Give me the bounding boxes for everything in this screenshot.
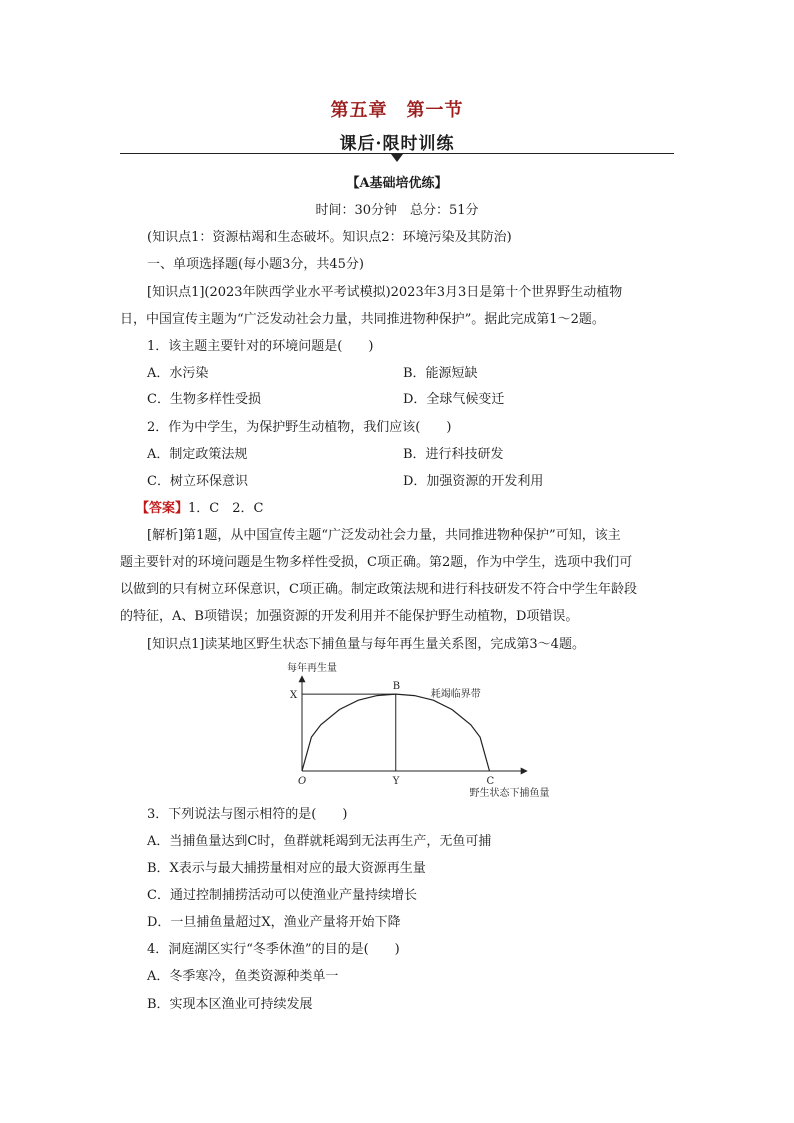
x-tick-y-label: Y	[392, 776, 400, 787]
header-triangle-icon	[391, 154, 403, 162]
q3-option-d: D．一旦捕鱼量超过X，渔业产量将开始下降	[147, 915, 401, 930]
q4-option-a: A．冬季寒冷，鱼类资源种类单一	[147, 969, 339, 984]
fishing-chart	[282, 656, 550, 799]
q1-stem: 1．该主题主要针对的环境问题是( )	[147, 339, 374, 354]
intro2-line1: [知识点1]读某地区野生状态下捕鱼量与每年再生量关系图，完成第3～4题。	[147, 637, 585, 652]
q1-option-c: C．生物多样性受损	[147, 392, 261, 407]
q4-stem: 4．洞庭湖区实行“冬季休渔”的目的是( )	[147, 942, 400, 957]
q1-option-b: B．能源短缺	[403, 366, 478, 381]
q3-stem: 3．下列说法与图示相符的是( )	[147, 807, 348, 822]
q3-option-a: A．当捕鱼量达到C时，鱼群就耗竭到无法再生产，无鱼可捕	[147, 834, 492, 849]
page-title: 第五章 第一节	[330, 100, 464, 121]
answer-label: 【答案】	[136, 501, 189, 516]
intro1-line2: 日，中国宣传主题为“广泛发动社会力量，共同推进物种保护”。据此完成第1～2题。	[120, 312, 605, 327]
q2-option-c: C．树立环保意识	[147, 474, 248, 489]
page-subtitle: 课后·限时训练	[339, 134, 455, 154]
analysis-line1: [解析]第1题，从中国宣传主题“广泛发动社会力量，共同推进物种保护”可知，该主	[147, 528, 621, 543]
q3-option-b: B．X表示与最大捕捞量相对应的最大资源再生量	[147, 861, 426, 876]
origin-label: O	[298, 776, 307, 787]
part-heading: 一、单项选择题(每小题3分，共45分)	[147, 257, 364, 272]
q2-option-b: B．进行科技研发	[403, 447, 504, 462]
chart-ylabel: 每年再生量	[287, 663, 337, 674]
critical-zone-annotation: 耗竭临界带	[430, 689, 481, 701]
y-tick-x-label: X	[290, 690, 298, 702]
q4-option-b: B．实现本区渔业可持续发展	[147, 997, 313, 1012]
analysis-line2: 题主要针对的环境问题是生物多样性受损，C项正确。第2题，作为中学生，选项中我们可	[120, 555, 633, 570]
q1-option-a: A．水污染	[147, 366, 209, 381]
x-tick-c-label: C	[486, 776, 495, 787]
q2-stem: 2．作为中学生，为保护野生动植物，我们应该( )	[147, 420, 452, 435]
q1-option-d: D．全球气候变迁	[403, 392, 505, 407]
analysis-line3: 以做到的只有树立环保意识，C项正确。制定政策法规和进行科技研发不符合中学生年龄段	[120, 582, 637, 597]
knowledge-points: (知识点1：资源枯竭和生态破坏。知识点2：环境污染及其防治)	[147, 230, 512, 245]
q3-option-c: C．通过控制捕捞活动可以使渔业产量持续增长	[147, 888, 417, 903]
section-label: 【A基础培优练】	[346, 176, 448, 191]
chart-xlabel: 野生状态下捕鱼量	[469, 788, 550, 799]
peak-b-label: B	[392, 681, 401, 693]
time-info: 时间：30分钟 总分：51分	[315, 203, 479, 218]
q2-option-d: D．加强资源的开发利用	[403, 474, 544, 489]
q2-option-a: A．制定政策法规	[147, 447, 248, 462]
answer-block	[136, 500, 263, 518]
answer-value: 1．C 2．C	[188, 501, 264, 516]
analysis-line4: 的特征，A、B项错误；加强资源的开发利用并不能保护野生动植物，D项错误。	[120, 609, 579, 624]
intro1-line1: [知识点1](2023年陕西学业水平考试模拟)2023年3月3日是第十个世界野生动植物	[147, 285, 623, 300]
